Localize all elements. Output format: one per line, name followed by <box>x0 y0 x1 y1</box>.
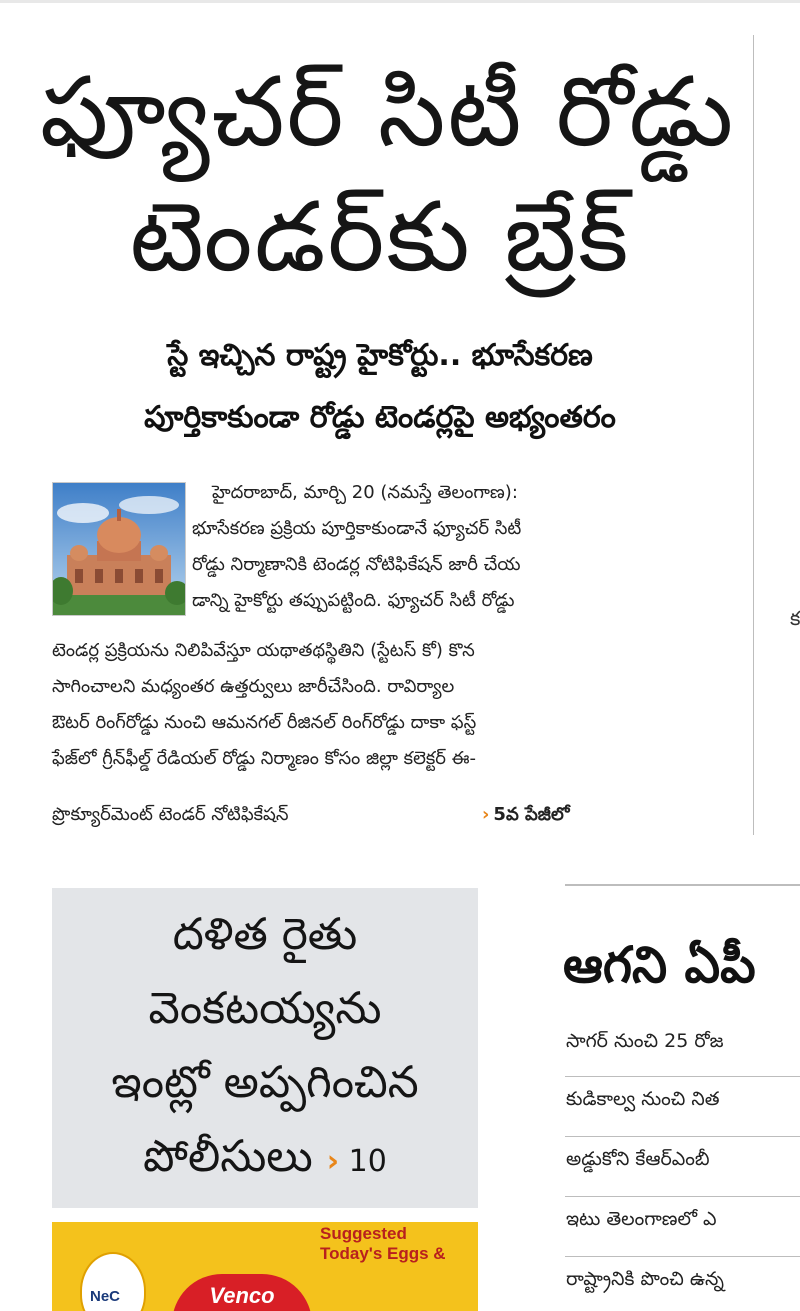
ad-text-line-1: Suggested <box>320 1224 407 1243</box>
story-divider <box>565 884 800 886</box>
egg-advertisement[interactable] <box>52 1222 478 1311</box>
side-story-rule <box>565 1136 800 1137</box>
ad-text <box>320 1224 478 1264</box>
teaser-line-2: వెంకటయ్యను <box>148 983 382 1034</box>
side-story-line-5: రాష్ట్రానికి పొంచి ఉన్న <box>566 1268 724 1290</box>
headline-line-2: టెండర్‌కు బ్రేక్ <box>129 181 631 293</box>
teaser-line-1: దళిత రైతు <box>172 909 358 960</box>
side-story-rule <box>565 1256 800 1257</box>
teaser-line-4-text: పోలీసులు <box>143 1131 313 1182</box>
teaser-page-number: 10 <box>348 1144 387 1179</box>
continued-label: 5వ పేజీలో <box>493 804 570 825</box>
body-line-6: సాగించాలని మధ్యంతర ఉత్తర్వులు జారీచేసింది. రావిర్యాల <box>52 676 455 697</box>
continued-link[interactable] <box>482 800 570 830</box>
body-line-1: హైదరాబాద్, మార్చి 20 (నమస్తే తెలంగాణ): <box>212 482 518 503</box>
teaser-page-ref[interactable] <box>327 1144 387 1179</box>
subhead-line-2: పూర్తికాకుండా రోడ్డు టెండర్లపై అభ్యంతరం <box>144 400 616 435</box>
ad-text-line-2: Today's Eggs & <box>320 1244 446 1263</box>
ad-brand-logo: Venco <box>172 1274 312 1311</box>
body-line-2: భూసేకరణ ప్రక్రియ పూర్తికాకుండానే ఫ్యూచర్ సిటీ <box>192 518 522 539</box>
adjacent-column-fragment: క <box>790 606 800 630</box>
teaser-line-4 <box>52 1122 478 1197</box>
side-story-line-1: సాగర్ నుంచి 25 రోజ <box>566 1030 724 1052</box>
body-line-9: ప్రొక్యూర్‌మెంట్ టెండర్ నోటిఫికేషన్ <box>52 804 289 825</box>
headline-line-1: ఫ్యూచర్ సిటీ రోడ్డు <box>40 56 736 168</box>
ad-egg-label: NeC <box>90 1288 121 1305</box>
side-story-line-4: ఇటు తెలంగాణలో ఎ <box>566 1208 717 1230</box>
side-story-headline: ఆగని ఏపీ <box>563 936 756 994</box>
subhead-line-1: స్టే ఇచ్చిన రాష్ట్ర హైకోర్టు.. భూసేకరణ <box>167 338 593 373</box>
body-line-4: డాన్ని హైకోర్టు తప్పుపట్టింది. ఫ్యూచర్ సిటీ రోడ్డు <box>192 590 515 611</box>
side-story-rule <box>565 1076 800 1077</box>
body-line-7: ఔటర్ రింగ్‌రోడ్డు నుంచి ఆమనగల్ రీజినల్ రింగ్‌రోడ్డు దాకా ఫస్ట్ <box>52 712 477 733</box>
side-story-line-3: అడ్డుకోని కేఆర్‌ఎంబీ <box>566 1148 710 1170</box>
teaser-arrow-icon: › <box>326 1144 340 1179</box>
top-rule <box>0 0 800 3</box>
body-line-8: ఫేజ్‌లో గ్రీన్‌ఫీల్డ్ రేడియల్ రోడ్డు నిర్మాణం కోసం జిల్లా కలెక్టర్ ఈ- <box>52 748 477 769</box>
continue-arrow-icon: › <box>482 804 490 825</box>
column-divider <box>753 35 754 835</box>
side-story-line-2: కుడికాల్వ నుంచి నిత <box>566 1088 720 1110</box>
teaser-line-3: ఇంట్లో అప్పగించిన <box>111 1057 419 1108</box>
body-line-5: టెండర్ల ప్రక్రియను నిలిపివేస్తూ యథాతథస్థితిని (స్టేటస్ కో) కొన <box>52 640 475 661</box>
high-court-photo <box>52 482 186 616</box>
side-story-rule <box>565 1196 800 1197</box>
body-line-3: రోడ్డు నిర్మాణానికి టెండర్ల నోటిఫికేషన్ జారీ చేయ <box>192 554 521 575</box>
